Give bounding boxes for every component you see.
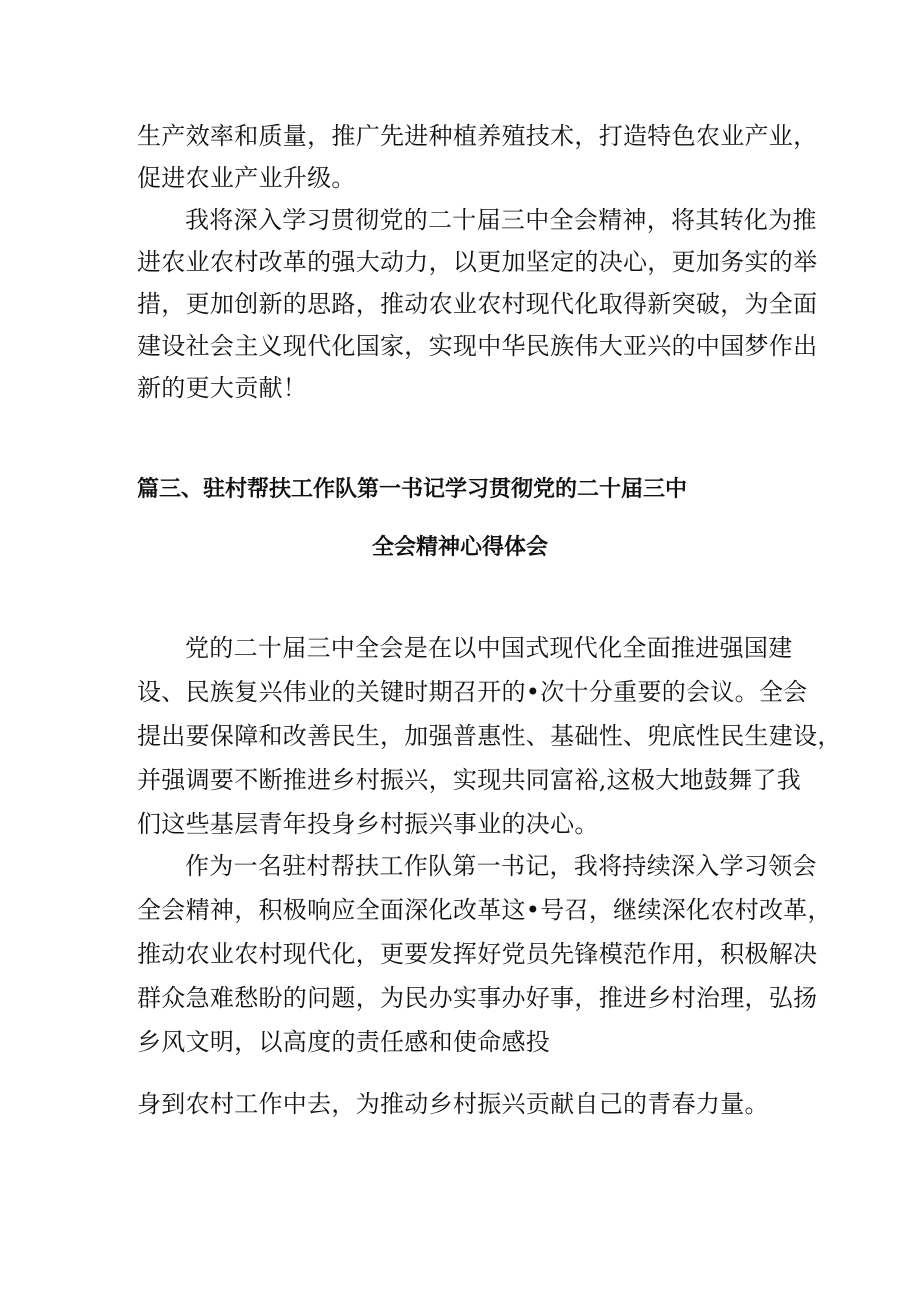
paragraph-4-line-5: 乡风文明，以高度的责任感和使命感投 [137,1028,551,1056]
paragraph-5-line-1: 身到农村工作中去，为推动乡村振兴贡献自己的青春力量。 [137,1090,769,1118]
paragraph-2-line-4: 建设社会主义现代化国家，实现中华民族伟大亚兴的中国梦作出 [137,332,818,360]
paragraph-3-line-4: 并强调要不断推进乡村振兴，实现共同富裕,这极大地鼓舞了我 [137,766,802,794]
paragraph-1-line-1: 生产效率和质量，推广先进种植养殖技术，打造特色农业产业， [137,122,818,150]
paragraph-2-line-2: 进农业农村改革的强大动力，以更加坚定的决心，更加务实的举 [137,248,818,276]
paragraph-4-line-2: 全会精神，积极响应全面深化改革这•号召，继续深化农村改革， [137,896,832,924]
paragraph-2-line-3: 措，更加创新的思路，推动农业农村现代化取得新突破，为全面 [137,290,818,318]
section-title-line-2: 全会精神心得体会 [371,535,548,560]
paragraph-3-line-5: 们这些基层青年投身乡村振兴事业的决心。 [137,810,599,838]
paragraph-3-line-1: 党的二十届三中全会是在以中国式现代化全面推进强国建 [185,634,793,662]
paragraph-4-line-1: 作为一名驻村帮扶工作队第一书记，我将持续深入学习领会 [185,852,817,880]
paragraph-3-line-2: 设、民族复兴伟业的关键时期召开的•次十分重要的会议。全会 [137,678,808,706]
paragraph-2-line-5: 新的更大贡献！ [137,374,308,402]
paragraph-1-line-2: 促进农业产业升级。 [137,164,356,192]
paragraph-2-line-1: 我将深入学习贯彻党的二十届三中全会精神，将其转化为推 [185,206,817,234]
section-title-line-1: 篇三、驻村帮扶工作队第一书记学习贯彻党的二十届三中 [137,477,688,502]
paragraph-3-line-3: 提出要保障和改善民生，加强普惠性、基础性、兜底性民生建设， [137,722,842,750]
paragraph-4-line-3: 推动农业农村现代化，更要发挥好党员先锋模范作用，积极解决 [137,940,818,968]
paragraph-4-line-4: 群众急难愁盼的问题，为民办实事办好事，推进乡村治理，弘扬 [137,984,818,1012]
